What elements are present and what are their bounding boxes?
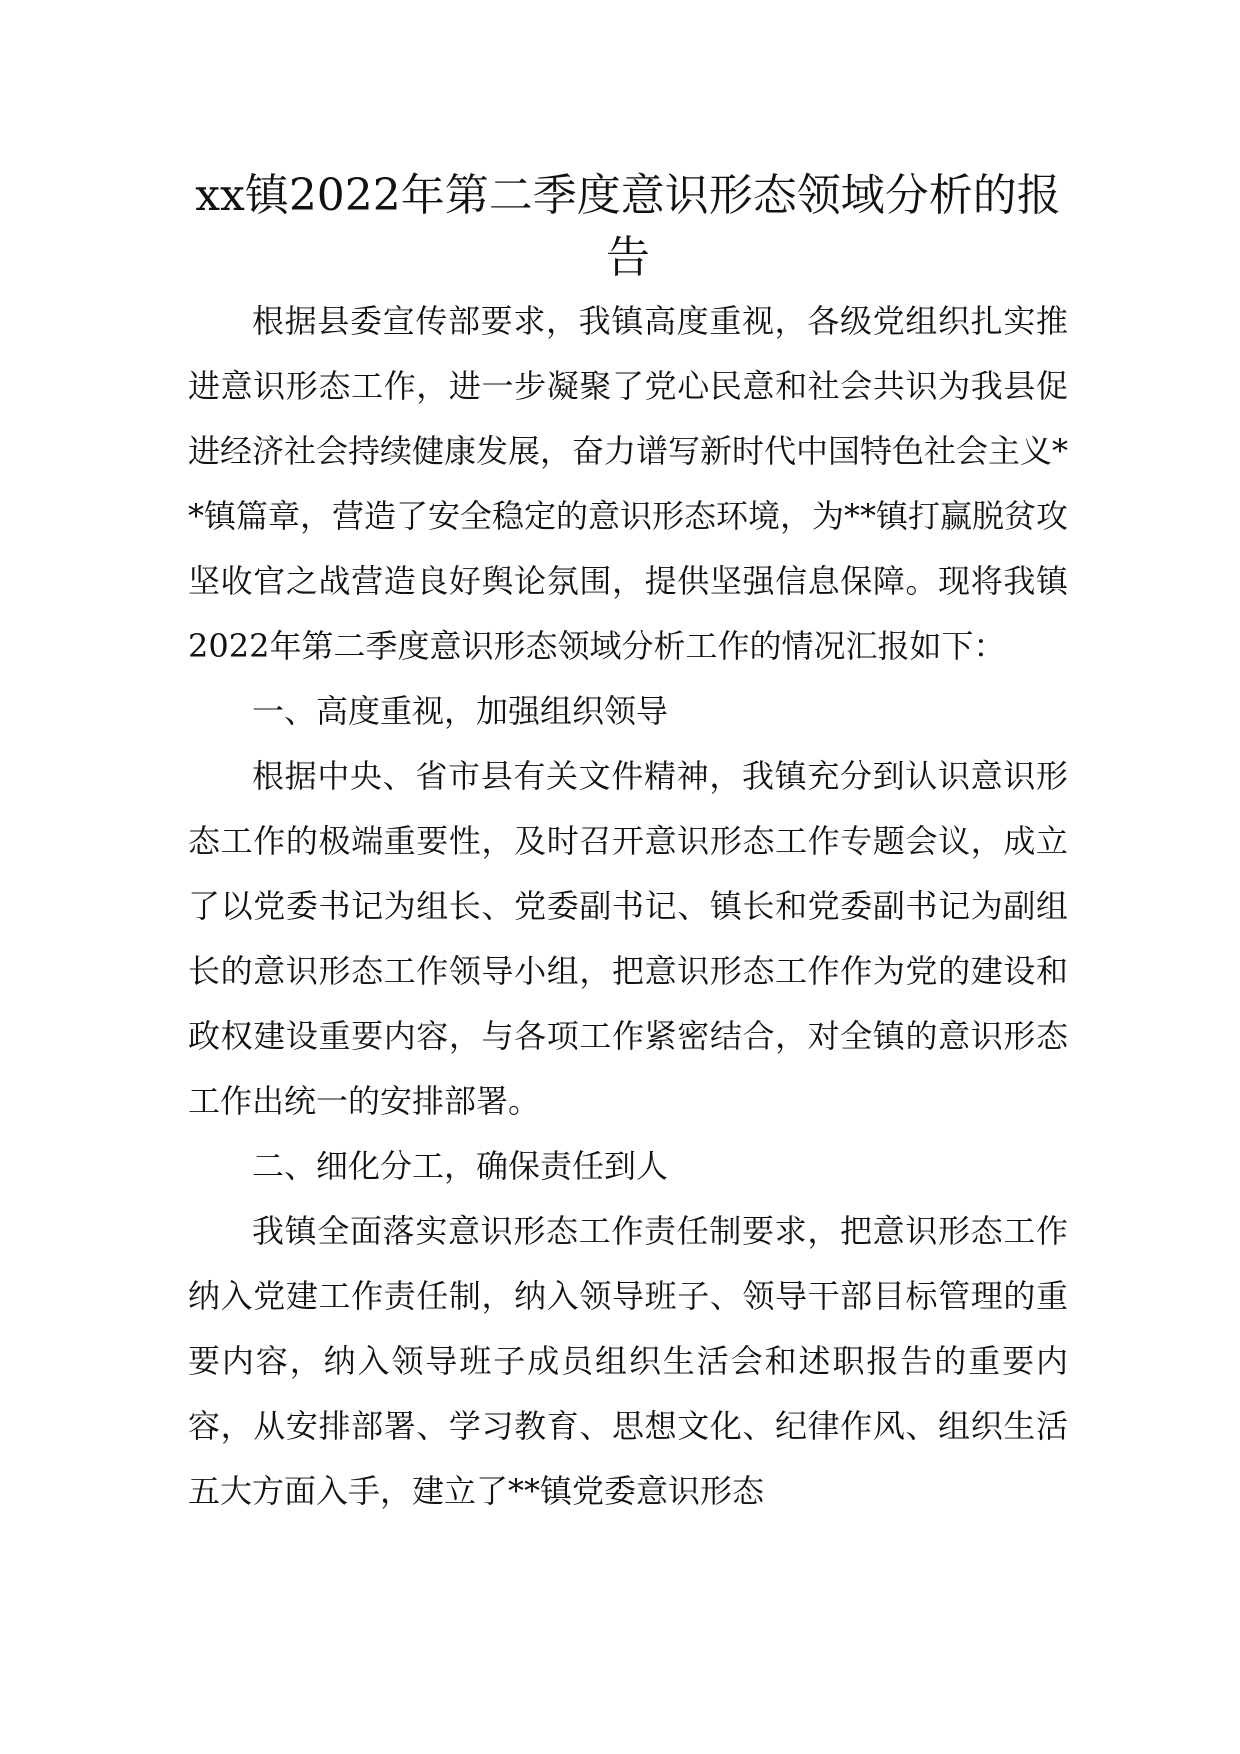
section-heading-2: 二、细化分工，确保责任到人	[252, 1147, 669, 1185]
section-heading-1: 一、高度重视，加强组织领导	[252, 692, 669, 730]
intro-paragraph: 根据县委宣传部要求，我镇高度重视，各级党组织扎实推进意识形态工作，进一步凝聚了党心民意和社会共识为我县促进经济社会持续健康发展，奋力谱写新时代中国特色社会主义**镇篇章，营造了安全稳定的意识形态环境，为**镇打赢脱贫攻坚收官之战营造良好舆论氛围，提供坚强信息保障。现将我镇2022年第二季度意识形态领域分析工作的情况汇报如下：	[188, 302, 1069, 665]
document-title: xx镇2022年第二季度意识形态领域分析的报告	[195, 170, 1061, 283]
section-1-paragraph: 根据中央、省市县有关文件精神，我镇充分到认识意识形态工作的极端重要性，及时召开意识形态工作专题会议，成立了以党委书记为组长、党委副书记、镇长和党委副书记为副组长的意识形态工作领导小组，把意识形态工作作为党的建设和政权建设重要内容，与各项工作紧密结合，对全镇的意识形态工作出统一的安排部署。	[188, 757, 1068, 1120]
document-page	[188, 165, 1068, 1524]
section-2-paragraph: 我镇全面落实意识形态工作责任制要求，把意识形态工作纳入党建工作责任制，纳入领导班子、领导干部目标管理的重要内容，纳入领导班子成员组织生活会和述职报告的重要内容，从安排部署、学习教育、思想文化、纪律作风、组织生活五大方面入手，建立了**镇党委意识形态	[188, 1212, 1068, 1510]
